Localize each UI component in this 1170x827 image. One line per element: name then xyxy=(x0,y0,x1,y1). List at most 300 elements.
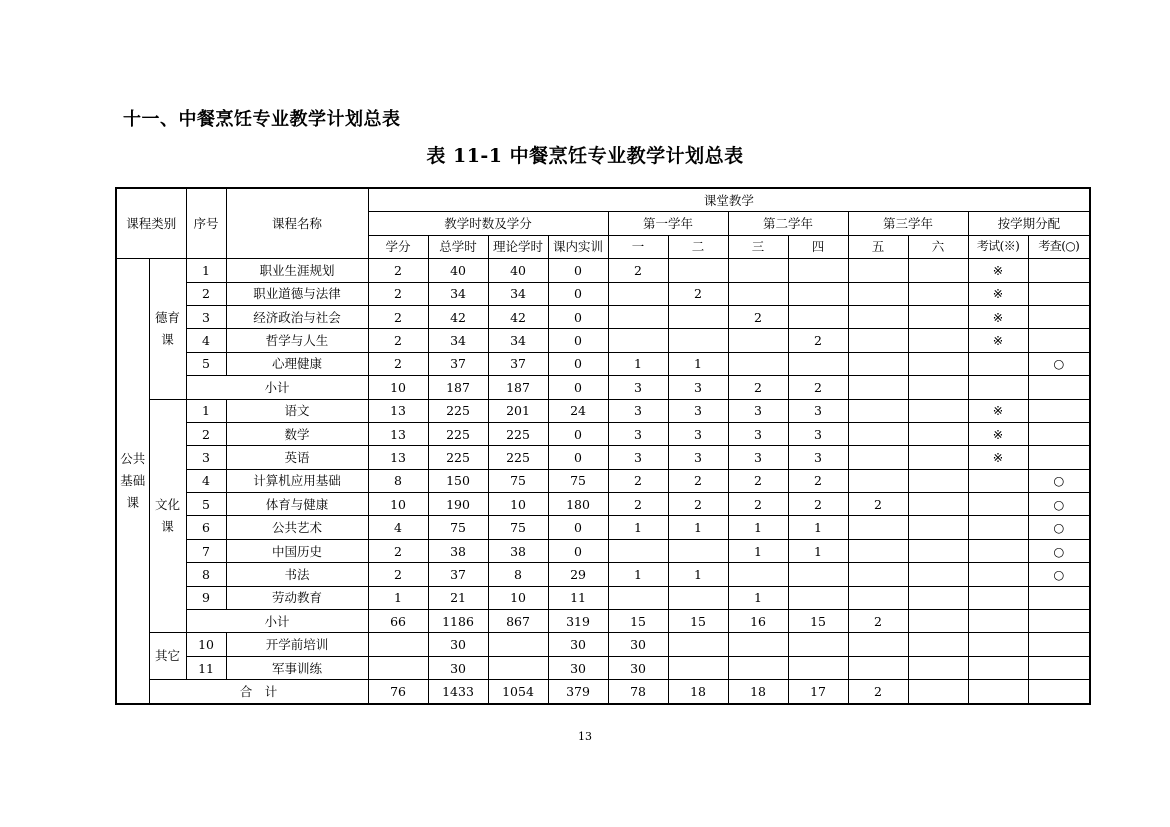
cell-sem4 xyxy=(788,586,848,609)
cell-practice-hours: 30 xyxy=(548,633,608,656)
cell-practice-hours: 180 xyxy=(548,493,608,516)
cell-sem2: 3 xyxy=(668,376,728,399)
cell-total-hours: 37 xyxy=(428,352,488,375)
cell-practice-hours: 379 xyxy=(548,680,608,704)
cell-sem1: 2 xyxy=(608,469,668,492)
cell-sem2 xyxy=(668,329,728,352)
cell-course-name: 计算机应用基础 xyxy=(226,469,368,492)
cell-exam: ※ xyxy=(968,446,1028,469)
cell-sem2 xyxy=(668,539,728,562)
cell-practice-hours: 75 xyxy=(548,469,608,492)
cell-sem4 xyxy=(788,282,848,305)
header-practice-hours: 课内实训 xyxy=(548,235,608,258)
cell-check xyxy=(1028,422,1090,445)
cell-exam xyxy=(968,610,1028,633)
table-row xyxy=(116,680,1090,704)
cell-total-hours: 34 xyxy=(428,329,488,352)
header-semester-assign: 按学期分配 xyxy=(968,212,1090,235)
table-row xyxy=(116,469,1090,492)
cell-total-hours: 150 xyxy=(428,469,488,492)
header-seq: 序号 xyxy=(186,188,226,259)
cell-sem3 xyxy=(728,352,788,375)
cell-sem1: 1 xyxy=(608,516,668,539)
cell-sem5 xyxy=(848,516,908,539)
cell-theory-hours: 75 xyxy=(488,516,548,539)
cell-sem6 xyxy=(908,329,968,352)
cell-sem3: 1 xyxy=(728,539,788,562)
cell-sem4: 2 xyxy=(788,469,848,492)
cell-seq: 2 xyxy=(186,422,226,445)
cell-sem2: 1 xyxy=(668,563,728,586)
cell-sem3 xyxy=(728,563,788,586)
cell-sem6 xyxy=(908,376,968,399)
cell-sem2 xyxy=(668,259,728,282)
cell-check xyxy=(1028,329,1090,352)
cell-credits: 2 xyxy=(368,259,428,282)
cell-sem4 xyxy=(788,259,848,282)
cell-total-hours: 225 xyxy=(428,399,488,422)
cell-sem1: 2 xyxy=(608,259,668,282)
cell-credits: 13 xyxy=(368,446,428,469)
cell-sem2 xyxy=(668,656,728,679)
cell-credits: 13 xyxy=(368,399,428,422)
cell-theory-hours xyxy=(488,656,548,679)
cell-check: ○ xyxy=(1028,539,1090,562)
cell-practice-hours: 0 xyxy=(548,446,608,469)
cell-credits: 1 xyxy=(368,586,428,609)
cell-sem1: 3 xyxy=(608,422,668,445)
cell-check xyxy=(1028,305,1090,328)
cell-sem4: 3 xyxy=(788,446,848,469)
cell-sem4 xyxy=(788,656,848,679)
cell-sem1 xyxy=(608,539,668,562)
cell-sem2: 3 xyxy=(668,422,728,445)
cell-sem5 xyxy=(848,539,908,562)
cell-sem3: 3 xyxy=(728,446,788,469)
cell-seq: 9 xyxy=(186,586,226,609)
cell-practice-hours: 11 xyxy=(548,586,608,609)
table-row xyxy=(116,282,1090,305)
cell-sem1 xyxy=(608,586,668,609)
cell-sem4: 1 xyxy=(788,516,848,539)
group-other: 其它 xyxy=(149,633,186,680)
cell-course-name: 哲学与人生 xyxy=(226,329,368,352)
header-sem5: 五 xyxy=(848,235,908,258)
cell-check xyxy=(1028,399,1090,422)
cell-sem4 xyxy=(788,305,848,328)
cell-total-hours: 1433 xyxy=(428,680,488,704)
table-row xyxy=(116,586,1090,609)
cell-course-name: 开学前培训 xyxy=(226,633,368,656)
group-moral: 德育课 xyxy=(149,259,186,399)
cell-theory-hours: 225 xyxy=(488,446,548,469)
cell-sem4 xyxy=(788,352,848,375)
cell-theory-hours: 34 xyxy=(488,329,548,352)
cell-seq: 1 xyxy=(186,259,226,282)
cell-practice-hours: 0 xyxy=(548,305,608,328)
cell-sem1: 1 xyxy=(608,563,668,586)
cell-sem3: 16 xyxy=(728,610,788,633)
table-row xyxy=(116,539,1090,562)
cell-sem3 xyxy=(728,329,788,352)
cell-total-hours: 190 xyxy=(428,493,488,516)
cell-theory-hours: 10 xyxy=(488,586,548,609)
cell-course-name: 军事训练 xyxy=(226,656,368,679)
cell-sem6 xyxy=(908,563,968,586)
cell-sem5 xyxy=(848,586,908,609)
cell-exam: ※ xyxy=(968,305,1028,328)
header-year1: 第一学年 xyxy=(608,212,728,235)
cell-sem4: 15 xyxy=(788,610,848,633)
cell-total-hours: 37 xyxy=(428,563,488,586)
header-year2: 第二学年 xyxy=(728,212,848,235)
cell-sem5 xyxy=(848,376,908,399)
subtotal-label: 小计 xyxy=(186,376,368,399)
cell-sem3: 2 xyxy=(728,305,788,328)
cell-sem6 xyxy=(908,469,968,492)
cell-practice-hours: 0 xyxy=(548,329,608,352)
cell-sem6 xyxy=(908,399,968,422)
cell-practice-hours: 0 xyxy=(548,282,608,305)
cell-total-hours: 34 xyxy=(428,282,488,305)
cell-theory-hours: 37 xyxy=(488,352,548,375)
header-course-name: 课程名称 xyxy=(226,188,368,259)
cell-exam xyxy=(968,376,1028,399)
cell-total-hours: 30 xyxy=(428,656,488,679)
cell-sem6 xyxy=(908,516,968,539)
cell-course-name: 中国历史 xyxy=(226,539,368,562)
cell-seq: 3 xyxy=(186,446,226,469)
cell-sem1: 3 xyxy=(608,446,668,469)
cell-total-hours: 187 xyxy=(428,376,488,399)
section-heading: 十一、中餐烹饪专业教学计划总表 xyxy=(123,109,401,130)
cell-sem4: 2 xyxy=(788,376,848,399)
cell-theory-hours: 34 xyxy=(488,282,548,305)
cell-sem2 xyxy=(668,586,728,609)
cell-exam xyxy=(968,563,1028,586)
cell-exam xyxy=(968,633,1028,656)
cell-sem4 xyxy=(788,563,848,586)
cell-sem6 xyxy=(908,282,968,305)
cell-practice-hours: 0 xyxy=(548,376,608,399)
table-row xyxy=(116,516,1090,539)
cell-sem5 xyxy=(848,282,908,305)
cell-seq: 10 xyxy=(186,633,226,656)
cell-sem5 xyxy=(848,633,908,656)
cell-exam: ※ xyxy=(968,399,1028,422)
cell-sem4: 2 xyxy=(788,329,848,352)
cell-sem2: 18 xyxy=(668,680,728,704)
cell-sem5 xyxy=(848,352,908,375)
cell-sem3 xyxy=(728,633,788,656)
header-course-category: 课程类别 xyxy=(116,188,186,259)
cell-sem3 xyxy=(728,656,788,679)
cell-sem3 xyxy=(728,282,788,305)
cell-sem4 xyxy=(788,633,848,656)
header-hours-credits: 教学时数及学分 xyxy=(368,212,608,235)
cell-sem6 xyxy=(908,352,968,375)
cell-practice-hours: 0 xyxy=(548,539,608,562)
header-check: 考查(○) xyxy=(1028,235,1090,258)
cell-seq: 7 xyxy=(186,539,226,562)
cell-check: ○ xyxy=(1028,352,1090,375)
cell-credits xyxy=(368,656,428,679)
cell-sem3: 1 xyxy=(728,516,788,539)
cell-sem2: 3 xyxy=(668,399,728,422)
cell-exam: ※ xyxy=(968,422,1028,445)
table-row xyxy=(116,446,1090,469)
cell-practice-hours: 319 xyxy=(548,610,608,633)
cell-sem5 xyxy=(848,656,908,679)
cell-sem1: 15 xyxy=(608,610,668,633)
cell-check xyxy=(1028,259,1090,282)
cell-sem4: 2 xyxy=(788,493,848,516)
cell-sem1: 2 xyxy=(608,493,668,516)
cell-theory-hours: 40 xyxy=(488,259,548,282)
cell-sem6 xyxy=(908,259,968,282)
cell-total-hours: 1186 xyxy=(428,610,488,633)
cell-sem2: 2 xyxy=(668,282,728,305)
cell-exam xyxy=(968,656,1028,679)
header-classroom-teaching: 课堂教学 xyxy=(368,188,1090,212)
cell-credits: 76 xyxy=(368,680,428,704)
table-row xyxy=(116,422,1090,445)
cell-sem6 xyxy=(908,539,968,562)
table-row xyxy=(116,656,1090,679)
cell-sem2 xyxy=(668,633,728,656)
cell-course-name: 英语 xyxy=(226,446,368,469)
cell-credits xyxy=(368,633,428,656)
cell-seq: 4 xyxy=(186,329,226,352)
cell-practice-hours: 24 xyxy=(548,399,608,422)
table-row xyxy=(116,305,1090,328)
cell-sem1 xyxy=(608,282,668,305)
cell-credits: 4 xyxy=(368,516,428,539)
cell-practice-hours: 29 xyxy=(548,563,608,586)
cell-sem4: 3 xyxy=(788,422,848,445)
cell-sem2: 2 xyxy=(668,469,728,492)
table-row xyxy=(116,259,1090,282)
cell-check xyxy=(1028,610,1090,633)
cell-seq: 2 xyxy=(186,282,226,305)
cell-check xyxy=(1028,680,1090,704)
cell-credits: 10 xyxy=(368,493,428,516)
cell-total-hours: 42 xyxy=(428,305,488,328)
cell-sem5 xyxy=(848,259,908,282)
cell-total-hours: 40 xyxy=(428,259,488,282)
cell-sem5 xyxy=(848,446,908,469)
cell-course-name: 体育与健康 xyxy=(226,493,368,516)
teaching-plan-table xyxy=(115,187,1091,705)
cell-credits: 2 xyxy=(368,539,428,562)
cell-course-name: 职业道德与法律 xyxy=(226,282,368,305)
cell-sem1: 3 xyxy=(608,376,668,399)
cell-seq: 1 xyxy=(186,399,226,422)
cell-course-name: 公共艺术 xyxy=(226,516,368,539)
cell-sem4: 3 xyxy=(788,399,848,422)
cell-sem3: 2 xyxy=(728,376,788,399)
cell-sem5 xyxy=(848,422,908,445)
cell-check xyxy=(1028,376,1090,399)
header-exam: 考试(※) xyxy=(968,235,1028,258)
table-row xyxy=(116,563,1090,586)
subtotal-label: 小计 xyxy=(186,610,368,633)
table-row xyxy=(116,399,1090,422)
cell-total-hours: 21 xyxy=(428,586,488,609)
table-row xyxy=(116,376,1090,399)
cell-total-hours: 225 xyxy=(428,446,488,469)
cell-check: ○ xyxy=(1028,493,1090,516)
cell-sem2: 1 xyxy=(668,516,728,539)
cell-sem5 xyxy=(848,469,908,492)
header-sem3: 三 xyxy=(728,235,788,258)
table-row xyxy=(116,633,1090,656)
page-number: 13 xyxy=(578,730,592,743)
table-row xyxy=(116,352,1090,375)
cell-total-hours: 75 xyxy=(428,516,488,539)
cell-sem1: 30 xyxy=(608,633,668,656)
cell-check xyxy=(1028,282,1090,305)
cell-theory-hours: 42 xyxy=(488,305,548,328)
cell-seq: 11 xyxy=(186,656,226,679)
cell-exam: ※ xyxy=(968,259,1028,282)
cell-practice-hours: 0 xyxy=(548,259,608,282)
table-row xyxy=(116,493,1090,516)
cell-sem3: 1 xyxy=(728,586,788,609)
header-theory-hours: 理论学时 xyxy=(488,235,548,258)
cell-course-name: 书法 xyxy=(226,563,368,586)
cell-course-name: 数学 xyxy=(226,422,368,445)
cell-sem3 xyxy=(728,259,788,282)
cell-sem5 xyxy=(848,329,908,352)
cell-total-hours: 38 xyxy=(428,539,488,562)
cell-exam xyxy=(968,539,1028,562)
cell-seq: 5 xyxy=(186,352,226,375)
cell-sem2: 3 xyxy=(668,446,728,469)
cell-credits: 8 xyxy=(368,469,428,492)
cell-theory-hours: 225 xyxy=(488,422,548,445)
cell-sem3: 3 xyxy=(728,422,788,445)
cell-exam: ※ xyxy=(968,329,1028,352)
cell-sem4: 1 xyxy=(788,539,848,562)
cell-credits: 2 xyxy=(368,329,428,352)
cell-sem1: 78 xyxy=(608,680,668,704)
cell-sem6 xyxy=(908,633,968,656)
cell-check xyxy=(1028,633,1090,656)
cell-sem6 xyxy=(908,493,968,516)
cell-check: ○ xyxy=(1028,516,1090,539)
cell-sem6 xyxy=(908,586,968,609)
header-total-hours: 总学时 xyxy=(428,235,488,258)
cell-check xyxy=(1028,586,1090,609)
cell-sem2: 2 xyxy=(668,493,728,516)
cell-theory-hours: 38 xyxy=(488,539,548,562)
cell-sem3: 2 xyxy=(728,469,788,492)
cell-check xyxy=(1028,446,1090,469)
cell-sem1 xyxy=(608,305,668,328)
cell-sem6 xyxy=(908,656,968,679)
cell-exam: ※ xyxy=(968,282,1028,305)
cell-credits: 2 xyxy=(368,563,428,586)
cell-total-hours: 225 xyxy=(428,422,488,445)
cell-sem5: 2 xyxy=(848,680,908,704)
cell-credits: 2 xyxy=(368,305,428,328)
cell-sem5 xyxy=(848,305,908,328)
cell-course-name: 职业生涯规划 xyxy=(226,259,368,282)
header-credits: 学分 xyxy=(368,235,428,258)
cell-sem6 xyxy=(908,680,968,704)
cell-sem1: 30 xyxy=(608,656,668,679)
cell-course-name: 语文 xyxy=(226,399,368,422)
cell-sem5: 2 xyxy=(848,493,908,516)
cell-practice-hours: 30 xyxy=(548,656,608,679)
cell-credits: 10 xyxy=(368,376,428,399)
header-year3: 第三学年 xyxy=(848,212,968,235)
cell-seq: 6 xyxy=(186,516,226,539)
cell-total-hours: 30 xyxy=(428,633,488,656)
total-label: 合 计 xyxy=(149,680,368,704)
cell-exam xyxy=(968,680,1028,704)
cell-sem5 xyxy=(848,399,908,422)
cell-theory-hours xyxy=(488,633,548,656)
cell-theory-hours: 10 xyxy=(488,493,548,516)
cell-check: ○ xyxy=(1028,563,1090,586)
cell-check: ○ xyxy=(1028,469,1090,492)
table-body xyxy=(116,259,1090,704)
cell-sem2: 1 xyxy=(668,352,728,375)
cell-theory-hours: 867 xyxy=(488,610,548,633)
cell-sem6 xyxy=(908,422,968,445)
group-culture: 文化课 xyxy=(149,399,186,633)
cell-theory-hours: 8 xyxy=(488,563,548,586)
cell-seq: 4 xyxy=(186,469,226,492)
cell-check xyxy=(1028,656,1090,679)
cell-practice-hours: 0 xyxy=(548,516,608,539)
cell-credits: 2 xyxy=(368,282,428,305)
cell-practice-hours: 0 xyxy=(548,352,608,375)
cell-credits: 2 xyxy=(368,352,428,375)
cell-sem2: 15 xyxy=(668,610,728,633)
cell-sem3: 18 xyxy=(728,680,788,704)
cell-sem6 xyxy=(908,610,968,633)
cell-sem6 xyxy=(908,305,968,328)
cell-practice-hours: 0 xyxy=(548,422,608,445)
cell-exam xyxy=(968,352,1028,375)
cell-theory-hours: 201 xyxy=(488,399,548,422)
cell-credits: 66 xyxy=(368,610,428,633)
cell-sem3: 2 xyxy=(728,493,788,516)
cell-exam xyxy=(968,586,1028,609)
cell-theory-hours: 75 xyxy=(488,469,548,492)
cell-exam xyxy=(968,493,1028,516)
cell-exam xyxy=(968,469,1028,492)
cell-seq: 8 xyxy=(186,563,226,586)
table-row xyxy=(116,329,1090,352)
cell-course-name: 心理健康 xyxy=(226,352,368,375)
cell-theory-hours: 187 xyxy=(488,376,548,399)
cell-course-name: 经济政治与社会 xyxy=(226,305,368,328)
table-row xyxy=(116,610,1090,633)
cell-credits: 13 xyxy=(368,422,428,445)
header-sem1: 一 xyxy=(608,235,668,258)
cell-sem1: 3 xyxy=(608,399,668,422)
header-sem6: 六 xyxy=(908,235,968,258)
cell-sem6 xyxy=(908,446,968,469)
cell-exam xyxy=(968,516,1028,539)
cell-sem3: 3 xyxy=(728,399,788,422)
header-sem2: 二 xyxy=(668,235,728,258)
cell-sem5: 2 xyxy=(848,610,908,633)
